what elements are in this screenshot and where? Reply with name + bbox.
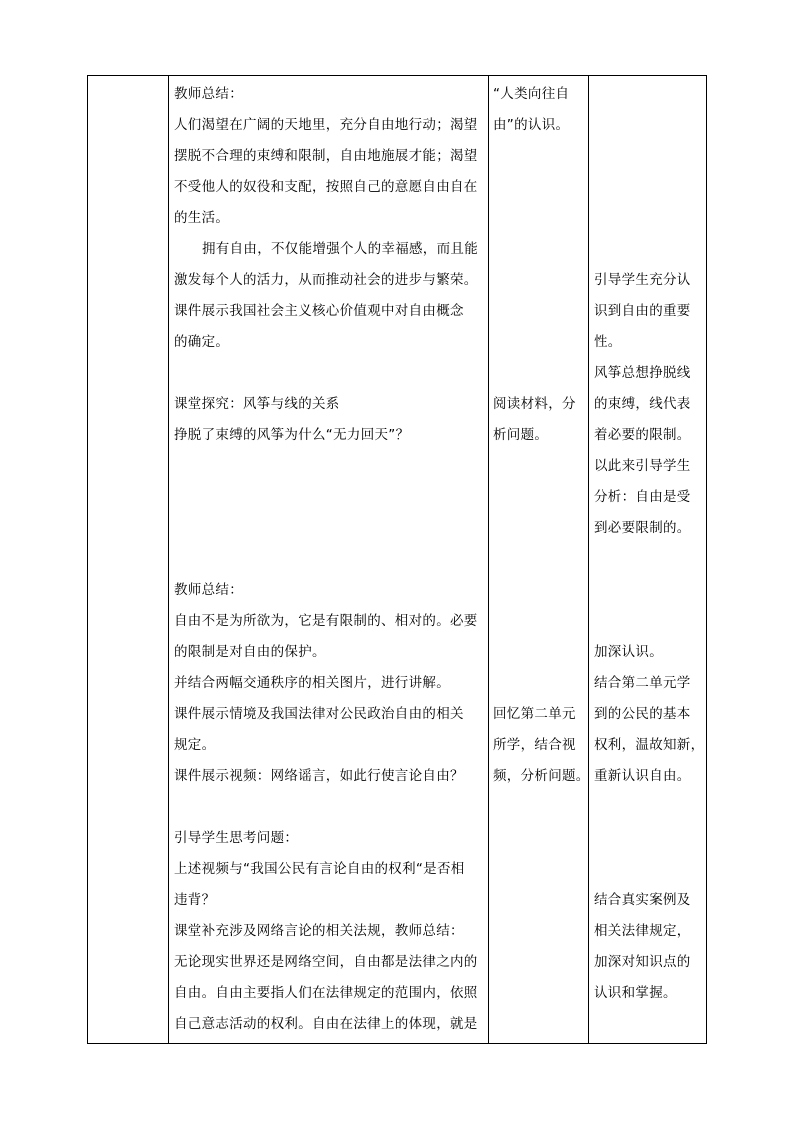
text-line: 课件展示我国社会主义核心价值观中对自由概念 [174,303,464,319]
text-line: 权利，温故知新， [594,737,705,753]
text-line: 所学，结合视 [493,737,576,753]
text-line: 违背？ [174,892,216,908]
text-line: 分析：自由是受 [594,489,691,505]
text-line: 自由。自由主要指人们在法律规定的范围内，依照 [174,985,478,1001]
student-activity-cell [488,76,588,1043]
text-line: 到的公民的基本 [594,706,691,722]
text-line: 课堂探究：风筝与线的关系 [174,396,340,412]
teacher-activity-cell [168,76,488,1043]
text-line: 引导学生充分认 [594,272,691,288]
text-line: 教师总结： [174,86,243,102]
text-line: 不受他人的奴役和支配，按照自己的意愿自由自在 [174,179,478,195]
text-line: 规定。 [174,737,216,753]
text-line: 由”的认识。 [493,117,570,133]
column-1-cell [88,76,168,1043]
text-line: 回忆第二单元 [493,706,576,722]
text-line: 激发每个人的活力，从而推动社会的进步与繁荣。 [174,272,478,288]
text-line: 着必要的限制。 [594,427,691,443]
text-line: 结合真实案例及 [594,892,691,908]
text-line: 无论现实世界还是网络空间，自由都是法律之内的 [174,954,478,970]
text-line: 上述视频与“我国公民有言论自由的权利“是否相 [174,861,465,877]
text-line: 课件展示视频：网络谣言，如此行使言论自由？ [174,768,464,784]
text-line: “人类向往自 [493,86,570,102]
lesson-plan-table [87,75,707,1044]
text-line: 挣脱了束缚的风筝为什么“无力回天”？ [174,427,410,443]
design-intent-cell [588,76,706,1043]
text-line: 阅读材料，分 [493,396,576,412]
text-line: 引导学生思考问题： [174,830,299,846]
text-line: 相关法律规定， [594,923,691,939]
text-line: 课堂补充涉及网络言论的相关法规，教师总结： [174,923,464,939]
text-line: 识到自由的重要 [594,303,691,319]
text-line: 以此来引导学生 [594,458,691,474]
text-line: 到必要限制的。 [594,520,691,536]
text-line: 频，分析问题。 [493,768,590,784]
text-line: 认识和掌握。 [594,985,677,1001]
text-line: 人们渴望在广阔的天地里，充分自由地行动；渴望 [174,117,478,133]
text-line: 自由不是为所欲为，它是有限制的、相对的。必要 [174,613,478,629]
text-line: 并结合两幅交通秩序的相关图片，进行讲解。 [174,675,450,691]
text-line: 摆脱不合理的束缚和限制，自由地施展才能；渴望 [174,148,478,164]
text-line: 风筝总想挣脱线 [594,365,691,381]
text-line: 重新认识自由。 [594,768,691,784]
text-line: 的限制是对自由的保护。 [174,644,326,660]
text-line: 的束缚，线代表 [594,396,691,412]
text-line: 加深对知识点的 [594,954,691,970]
text-line: 拥有自由，不仅能增强个人的幸福感，而且能 [202,241,478,257]
text-line: 析问题。 [493,427,549,443]
text-line: 性。 [594,334,622,350]
text-line: 教师总结： [174,582,243,598]
text-line: 加深认识。 [594,644,663,660]
text-line: 的确定。 [174,334,230,350]
text-line: 的生活。 [174,210,230,226]
text-line: 自己意志活动的权利。自由在法律上的体现，就是 [174,1016,478,1032]
text-line: 结合第二单元学 [594,675,691,691]
text-line: 课件展示情境及我国法律对公民政治自由的相关 [174,706,464,722]
